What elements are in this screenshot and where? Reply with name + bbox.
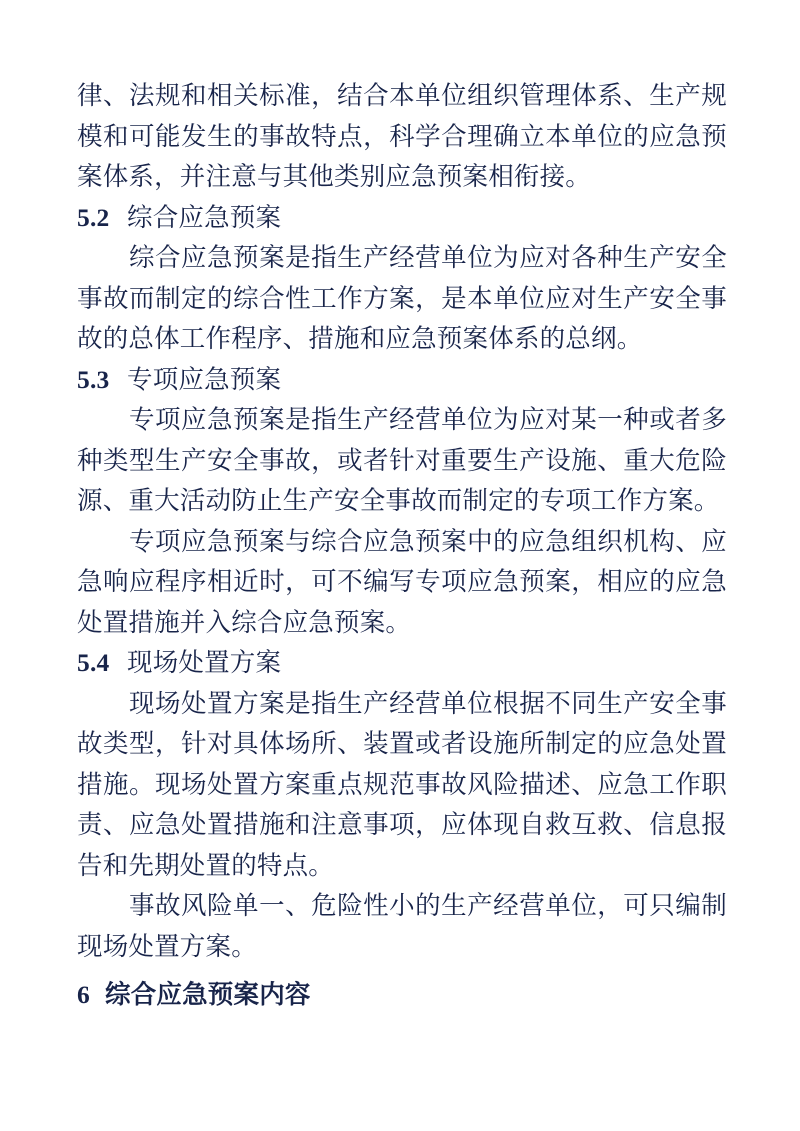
section-number: 5.4 [77, 648, 110, 677]
section-5-4-paragraph-1: 现场处置方案是指生产经营单位根据不同生产安全事故类型，针对具体场所、装置或者设施所制定的应急处置措施。现场处置方案重点规范事故风险描述、应急工作职责、应急处置措施和注意事项，应体现自救互救、信息报告和先期处置的特点。 [77, 688, 727, 881]
section-number: 5.2 [77, 202, 110, 232]
section-number: 5.3 [77, 364, 110, 394]
section-heading-5-4 [77, 643, 727, 684]
section-5-3-paragraph-1: 专项应急预案是指生产经营单位为应对某一种或者多种类型生产安全事故，或者针对重要生产设施、重大危险源、重大活动防止生产安全事故而制定的专项工作方案。 [77, 405, 727, 516]
section-heading-6 [77, 975, 727, 1016]
section-heading-5-3 [77, 360, 727, 401]
section-title: 现场处置方案 [127, 648, 282, 678]
section-number: 6 [77, 980, 90, 1009]
section-5-3-paragraph-2: 专项应急预案与综合应急预案中的应急组织机构、应急响应程序相近时，可不编写专项应急预案，相应的应急处置措施并入综合应急预案。 [77, 526, 727, 638]
section-heading-5-2 [77, 198, 727, 239]
section-title: 综合应急预案 [127, 202, 282, 233]
section-5-2-paragraph: 综合应急预案是指生产经营单位为应对各种生产安全事故而制定的综合性工作方案，是本单位应对生产安全事故的总体工作程序、措施和应急预案体系的总纲。 [77, 243, 727, 354]
section-5-4-paragraph-2: 事故风险单一、危险性小的生产经营单位，可只编制现场处置方案。 [77, 891, 727, 962]
intro-paragraph: 律、法规和相关标准，结合本单位组织管理体系、生产规模和可能发生的事故特点，科学合理确立本单位的应急预案体系，并注意与其他类别应急预案相衔接。 [77, 81, 727, 192]
section-title: 综合应急预案内容 [105, 980, 311, 1010]
document-body [77, 76, 727, 1016]
section-title: 专项应急预案 [127, 364, 282, 395]
